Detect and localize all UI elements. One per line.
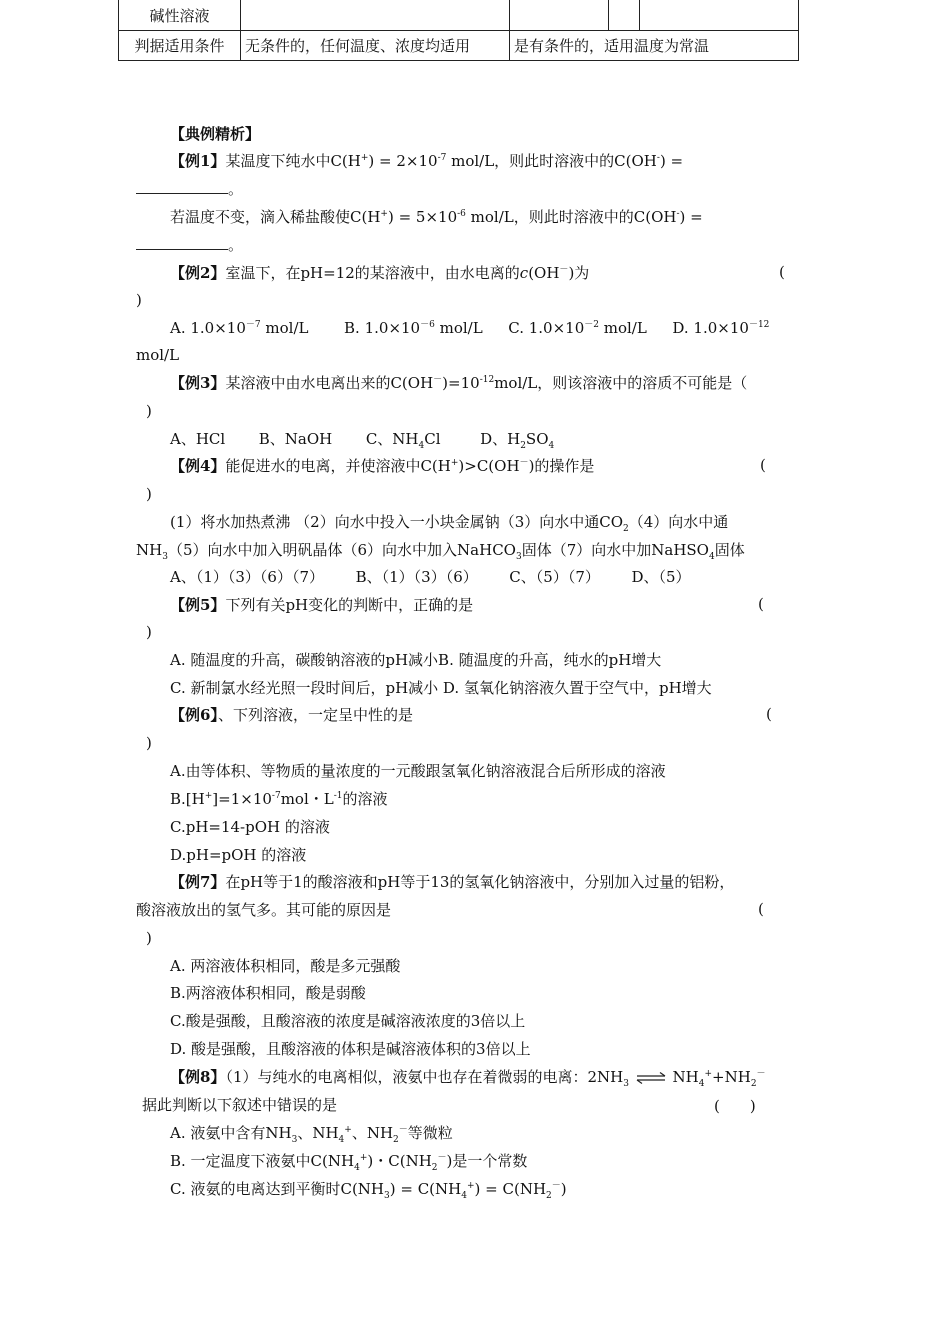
example-8-stem: 【例8】（1）与纯水的电离相似，液氨中也存在着微弱的电离：$2NH_3$ $NH_4^++NH_2^-$ xyxy=(170,1068,766,1089)
example-4-line-1: (1）将水加热煮沸 （2）向水中投入一小块金属钠（3）向水中通$CO_2(4)$向水中通 xyxy=(170,513,729,534)
answer-paren-close: ) xyxy=(136,291,142,309)
option-d: D、$H_2SO_4$ xyxy=(480,430,555,451)
answer-paren-open: ( xyxy=(779,263,785,281)
answer-paren-close: ) xyxy=(146,402,152,420)
option-a: A.由等体积、等物质的量浓度的一元酸跟氢氧化钠溶液混合后所形成的溶液 xyxy=(170,762,666,780)
example-1-line-3: 若温度不变，滴入稀盐酸使$C(H^+) = 5\times 10^{-6}$ mol/L，则此时溶液中的C(OH-) = xyxy=(170,208,703,226)
option-c: C.pH=14-pOH 的溶液 xyxy=(170,818,330,836)
table-cell xyxy=(241,0,510,31)
option-c: C. $1.0\times 10^{-2}$ mol/L xyxy=(508,319,647,337)
answer-paren-close: ) xyxy=(146,929,152,947)
answer-paren-open: ( xyxy=(766,705,772,723)
table-cell xyxy=(510,0,609,31)
option-b: B、NaOH xyxy=(258,430,333,448)
table-cell xyxy=(609,0,640,31)
answer-paren-close: ) xyxy=(146,623,152,641)
answer-paren: ( ) xyxy=(714,1097,756,1115)
section-title: 【典例精析】 xyxy=(170,125,261,143)
answer-paren-open: ( xyxy=(760,456,766,474)
example-2-options xyxy=(170,318,769,338)
option-a: A. $1.0\times 10^{-7}$ mol/L xyxy=(170,319,309,337)
example-4-stem: 【例4】能促进水的电离，并使溶液中C(H+)>C(OH－)的操作是 xyxy=(170,457,595,475)
answer-paren-close: ) xyxy=(146,734,152,752)
criteria-table xyxy=(118,0,799,61)
option-c: C、$NH_4Cl$ xyxy=(365,430,441,451)
option-c: C. 液氨的电离达到平衡时$C(NH_3) = C(NH_4^+) = C(NH_2^-)$ xyxy=(170,1180,567,1201)
option-a: A. 液氨中含有$NH_3$、$NH_4^+$、$NH_2^-$等微粒 xyxy=(170,1124,453,1145)
option-d: D、（5） xyxy=(631,568,691,586)
example-3-stem: 【例3】某溶液中由水电离出来的$C(OH^-)=10^{-12}mol/L$，则该溶液中的溶质不可能是（ xyxy=(170,374,748,392)
example-tag: 【例8】 xyxy=(170,1068,226,1086)
example-6-stem: 【例6】、下列溶液，一定呈中性的是 xyxy=(170,706,413,724)
example-3-options xyxy=(170,429,554,449)
example-2-stem: 【例2】室温下，在pH=12的某溶液中，由水电离的c(OH－)为 xyxy=(170,264,590,282)
option-c: C.酸是强酸，且酸溶液的浓度是碱溶液浓度的3倍以上 xyxy=(170,1012,526,1030)
example-2-unit: mol/L xyxy=(136,346,180,364)
example-tag: 【例7】 xyxy=(170,873,226,891)
option-b: B、（1）（3）（6） xyxy=(355,568,478,586)
answer-blank[interactable] xyxy=(136,181,228,194)
example-tag: 【例1】 xyxy=(170,152,226,170)
example-4-options xyxy=(170,567,691,587)
answer-paren-open: ( xyxy=(758,595,764,613)
answer-paren-open: ( xyxy=(758,900,764,918)
option-a: A. 两溶液体积相同，酸是多元强酸 xyxy=(170,957,401,975)
option-d: D.pH=pOH 的溶液 xyxy=(170,846,307,864)
option-b: B. 一定温度下液氨中$C(NH_4^+)$・$C(NH_2^-)$是一个常数 xyxy=(170,1152,528,1173)
example-5-options-2: C. 新制氯水经光照一段时间后，pH减小 D. 氢氧化钠溶液久置于空气中，pH增大 xyxy=(170,679,712,697)
example-1-line-1: 【例1】某温度下纯水中$C(H^+) = 2\times 10^{-7}$ mol/L，则此时溶液中的C(OH-) = xyxy=(170,152,684,170)
example-4-line-2: $NH_3(5)$向水中加入明矾晶体（6）向水中加入NaHCO$_3$固体（7）向水中加NaHSO$_4$固体 xyxy=(136,541,745,562)
example-7-stem-1: 【例7】在pH等于1的酸溶液和pH等于13的氢氧化钠溶液中，分别加入过量的铝粉， xyxy=(170,873,735,891)
table-cell: 无条件的，任何温度、浓度均适用 xyxy=(241,31,510,61)
example-tag: 【例6】 xyxy=(170,706,218,724)
example-5-stem: 【例5】下列有关pH变化的判断中，正确的是 xyxy=(170,596,474,614)
example-7-stem-2: 酸溶液放出的氢气多。其可能的原因是 xyxy=(136,901,392,919)
table-cell-label: 碱性溶液 xyxy=(119,0,241,31)
example-tag: 【例4】 xyxy=(170,457,226,475)
option-c: C、（5）（7） xyxy=(509,568,600,586)
example-tag: 【例5】 xyxy=(170,596,226,614)
table-cell xyxy=(640,0,799,31)
option-b: $B.[H^+]=1\times 10^{-7}mol$・$L^{-1}$的溶液 xyxy=(170,790,388,808)
equilibrium-arrow-icon xyxy=(634,1071,668,1085)
option-a: A、（1）（3）（6）（7） xyxy=(170,568,325,586)
example-1-line-2: 。 xyxy=(136,179,243,199)
table-cell: 是有条件的，适用温度为常温 xyxy=(510,31,799,61)
example-5-options-1: A. 随温度的升高，碳酸钠溶液的pH减小B. 随温度的升高，纯水的pH增大 xyxy=(170,651,662,669)
table-row xyxy=(119,31,799,61)
example-8-line-2: 据此判断以下叙述中错误的是 xyxy=(142,1096,338,1114)
example-tag: 【例2】 xyxy=(170,264,226,282)
example-1-line-4: 。 xyxy=(136,235,243,255)
table-row xyxy=(119,0,799,31)
option-d: D. 酸是强酸，且酸溶液的体积是碱溶液体积的3倍以上 xyxy=(170,1040,531,1058)
option-b: B.两溶液体积相同，酸是弱酸 xyxy=(170,984,366,1002)
answer-blank[interactable] xyxy=(136,237,228,250)
example-tag: 【例3】 xyxy=(170,374,226,392)
option-d: D. $1.0\times 10^{-12}$ xyxy=(672,319,770,337)
answer-paren-close: ) xyxy=(146,485,152,503)
option-b: B. $1.0\times 10^{-6}$ mol/L xyxy=(344,319,483,337)
table-cell-label: 判据适用条件 xyxy=(119,31,241,61)
option-a: A、HCl xyxy=(170,430,226,448)
